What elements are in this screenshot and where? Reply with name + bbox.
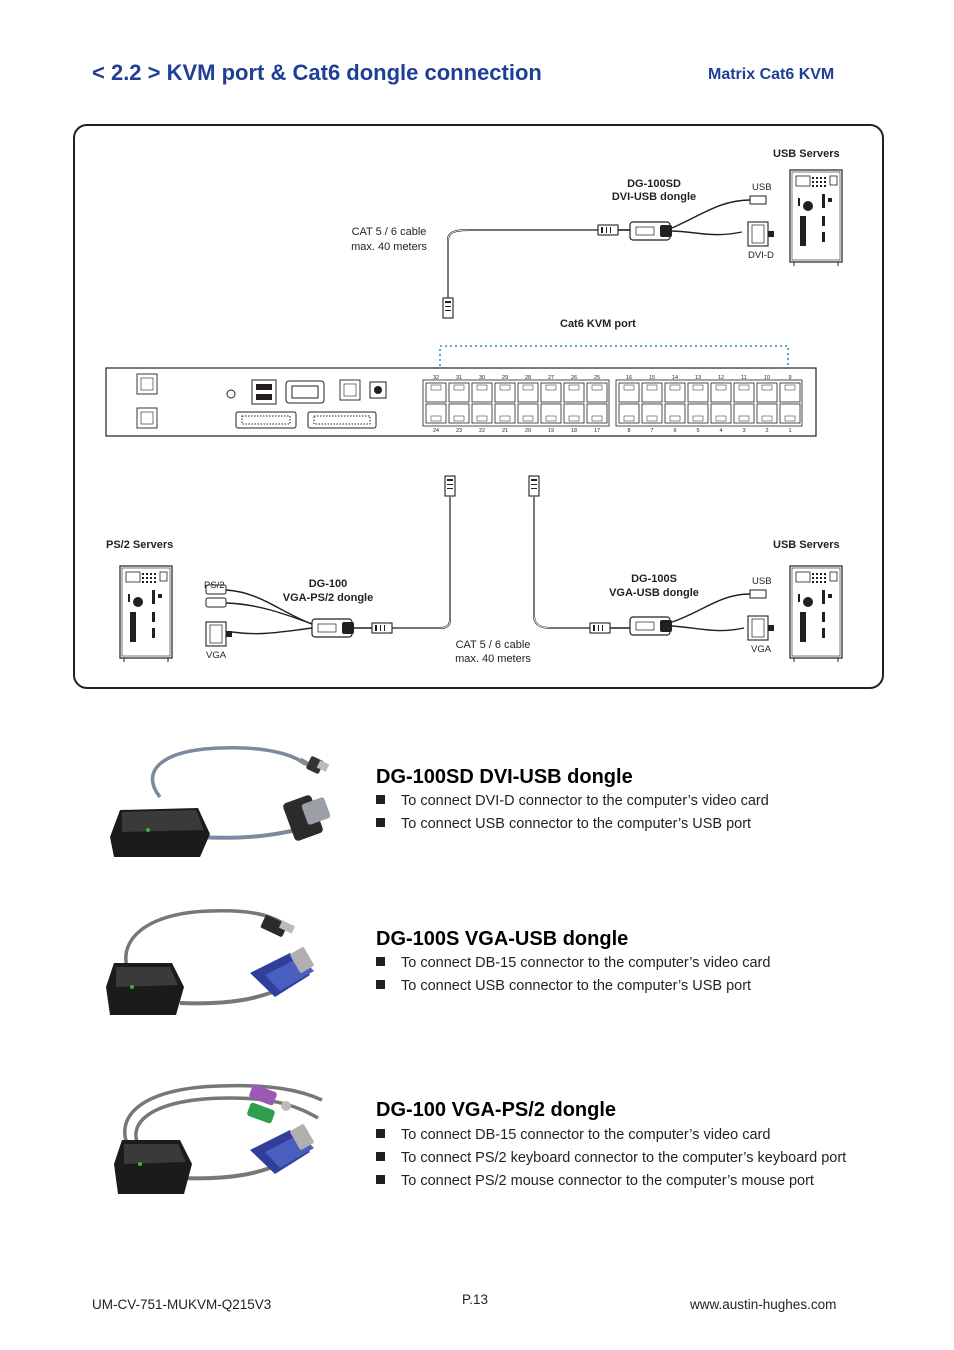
port-number-top: 10 bbox=[763, 375, 771, 381]
port-number-bottom: 6 bbox=[673, 428, 677, 434]
footer-page-number: P.13 bbox=[462, 1292, 489, 1307]
port-number-bottom: 18 bbox=[570, 428, 578, 434]
rj45-port bbox=[665, 383, 685, 402]
port-number-bottom: 23 bbox=[455, 428, 463, 434]
list-item: To connect PS/2 keyboard connector to the computer’s keyboard port bbox=[376, 1147, 846, 1170]
rj45-port bbox=[780, 404, 800, 423]
rj45-port bbox=[564, 383, 584, 402]
ps2-label: PS/2 bbox=[204, 580, 225, 591]
dvi-plug-icon bbox=[748, 222, 774, 246]
bottom-usb-label: USB bbox=[752, 576, 772, 587]
rj45-port bbox=[711, 383, 731, 402]
rj45-port bbox=[449, 383, 469, 402]
list-item: To connect DB-15 connector to the computer’s video card bbox=[376, 1124, 846, 1147]
usb-server-bottom-icon bbox=[790, 566, 842, 662]
dg-100sd-photo bbox=[100, 742, 360, 862]
right-dongle-name: DG-100S bbox=[631, 573, 677, 585]
port-number-bottom: 20 bbox=[524, 428, 532, 434]
list-item: To connect DB-15 connector to the computer’s video card bbox=[376, 952, 770, 975]
top-usb-label: USB bbox=[752, 182, 772, 193]
rj45-port bbox=[688, 383, 708, 402]
port-number-top: 11 bbox=[741, 375, 747, 381]
list-item: To connect USB connector to the computer’s USB port bbox=[376, 813, 769, 836]
rj45-port bbox=[757, 383, 777, 402]
top-dvid-label: DVI-D bbox=[748, 250, 774, 261]
rj45-port bbox=[757, 404, 777, 423]
port-number-top: 29 bbox=[501, 375, 509, 381]
port-number-top: 13 bbox=[694, 375, 702, 381]
port-number-top: 30 bbox=[478, 375, 486, 381]
rj45-port bbox=[734, 383, 754, 402]
rj45-port bbox=[518, 383, 538, 402]
left-dongle-desc: VGA-PS/2 dongle bbox=[282, 592, 374, 604]
bottom-cable-line1: CAT 5 / 6 cable bbox=[455, 639, 531, 651]
port-number-bottom: 3 bbox=[742, 428, 746, 434]
port-number-bottom: 22 bbox=[478, 428, 486, 434]
port-number-bottom: 7 bbox=[650, 428, 654, 434]
rj45-port bbox=[665, 404, 685, 423]
port-number-top: 12 bbox=[717, 375, 725, 381]
bottom-cable-line2: max. 40 meters bbox=[455, 653, 531, 665]
dg-100s-photo bbox=[100, 905, 360, 1025]
rj45-port bbox=[642, 404, 662, 423]
rj45-port bbox=[587, 404, 607, 423]
vga-plug-right-icon bbox=[748, 616, 774, 640]
port-number-top: 16 bbox=[625, 375, 633, 381]
vga-label-right: VGA bbox=[751, 644, 772, 655]
top-cable-line1: CAT 5 / 6 cable bbox=[351, 226, 427, 238]
rj45-port bbox=[495, 383, 515, 402]
rj45-port bbox=[541, 404, 561, 423]
port-number-bottom: 19 bbox=[547, 428, 555, 434]
footer-doc-id: UM-CV-751-MUKVM-Q215V3 bbox=[92, 1297, 272, 1312]
port-number-bottom: 24 bbox=[432, 428, 440, 434]
rj45-port bbox=[619, 383, 639, 402]
port-number-bottom: 1 bbox=[788, 428, 792, 434]
port-number-bottom: 17 bbox=[593, 428, 601, 434]
list-item: To connect USB connector to the computer’s USB port bbox=[376, 975, 770, 998]
vga-ps2-dongle-icon bbox=[312, 619, 354, 637]
rj45-port bbox=[619, 404, 639, 423]
ps2-servers-label: PS/2 Servers bbox=[106, 539, 174, 551]
dongle-1-title: DG-100SD DVI-USB dongle bbox=[376, 766, 633, 788]
vga-usb-dongle-icon bbox=[630, 617, 672, 635]
rj45-bottom-left-icon bbox=[445, 476, 455, 496]
right-dongle-desc: VGA-USB dongle bbox=[609, 587, 699, 599]
rj45-port bbox=[472, 404, 492, 423]
port-number-top: 32 bbox=[432, 375, 440, 381]
list-item: To connect DVI-D connector to the computer’s video card bbox=[376, 790, 769, 813]
top-usb-servers-label: USB Servers bbox=[773, 148, 840, 160]
rj45-port bbox=[426, 383, 446, 402]
rj45-top-right-icon bbox=[598, 225, 618, 235]
port-number-top: 25 bbox=[593, 375, 601, 381]
rj45-port bbox=[780, 383, 800, 402]
footer-website[interactable]: www.austin-hughes.com bbox=[690, 1297, 837, 1312]
dongle-1-bullets bbox=[376, 790, 769, 836]
port-number-top: 15 bbox=[648, 375, 656, 381]
port-number-top: 28 bbox=[524, 375, 532, 381]
rj45-port bbox=[711, 404, 731, 423]
port-number-bottom: 21 bbox=[501, 428, 509, 434]
ps2-server-icon bbox=[120, 566, 172, 662]
bottom-usb-servers-label: USB Servers bbox=[773, 539, 840, 551]
usb-server-top-icon bbox=[790, 170, 842, 266]
dongle-2-title: DG-100S VGA-USB dongle bbox=[376, 928, 629, 950]
rj45-port bbox=[426, 404, 446, 423]
dg-100-photo bbox=[100, 1078, 360, 1206]
vga-plug-left-icon bbox=[206, 622, 232, 646]
rj45-port bbox=[541, 383, 561, 402]
rj45-port bbox=[734, 404, 754, 423]
rj45-top-down-icon bbox=[443, 298, 453, 318]
port-number-bottom: 4 bbox=[719, 428, 723, 434]
rj45-bottom-right-icon bbox=[529, 476, 539, 496]
left-dongle-name: DG-100 bbox=[308, 578, 348, 590]
vga-label-left: VGA bbox=[206, 650, 227, 661]
rj45-port bbox=[564, 404, 584, 423]
top-dongle-name: DG-100SD bbox=[627, 178, 681, 190]
top-cable-line2: max. 40 meters bbox=[351, 241, 427, 253]
dvi-usb-dongle-icon bbox=[630, 222, 672, 240]
rj45-port bbox=[642, 383, 662, 402]
top-dongle-desc: DVI-USB dongle bbox=[611, 191, 697, 203]
list-item: To connect PS/2 mouse connector to the computer’s mouse port bbox=[376, 1170, 846, 1193]
port-number-top: 26 bbox=[570, 375, 578, 381]
port-number-bottom: 5 bbox=[696, 428, 700, 434]
rj45-port bbox=[449, 404, 469, 423]
port-number-bottom: 8 bbox=[627, 428, 631, 434]
page-subtitle: Matrix Cat6 KVM bbox=[708, 66, 835, 83]
dongle-3-title: DG-100 VGA-PS/2 dongle bbox=[376, 1099, 617, 1121]
rj45-left-horizontal-icon bbox=[372, 623, 392, 633]
dongle-3-bullets bbox=[376, 1124, 846, 1193]
rj45-port bbox=[688, 404, 708, 423]
rj45-port bbox=[518, 404, 538, 423]
rj45-port bbox=[495, 404, 515, 423]
port-number-top: 27 bbox=[547, 375, 555, 381]
kvm-port-label: Cat6 KVM port bbox=[560, 318, 636, 330]
dongle-2-bullets bbox=[376, 952, 770, 998]
page-title: < 2.2 > KVM port & Cat6 dongle connection bbox=[92, 60, 542, 85]
port-number-top: 14 bbox=[671, 375, 679, 381]
port-number-top: 9 bbox=[788, 375, 792, 381]
port-number-bottom: 2 bbox=[765, 428, 769, 434]
rj45-right-horizontal-icon bbox=[590, 623, 610, 633]
rj45-port bbox=[587, 383, 607, 402]
port-number-top: 31 bbox=[455, 375, 463, 381]
rj45-port bbox=[472, 383, 492, 402]
